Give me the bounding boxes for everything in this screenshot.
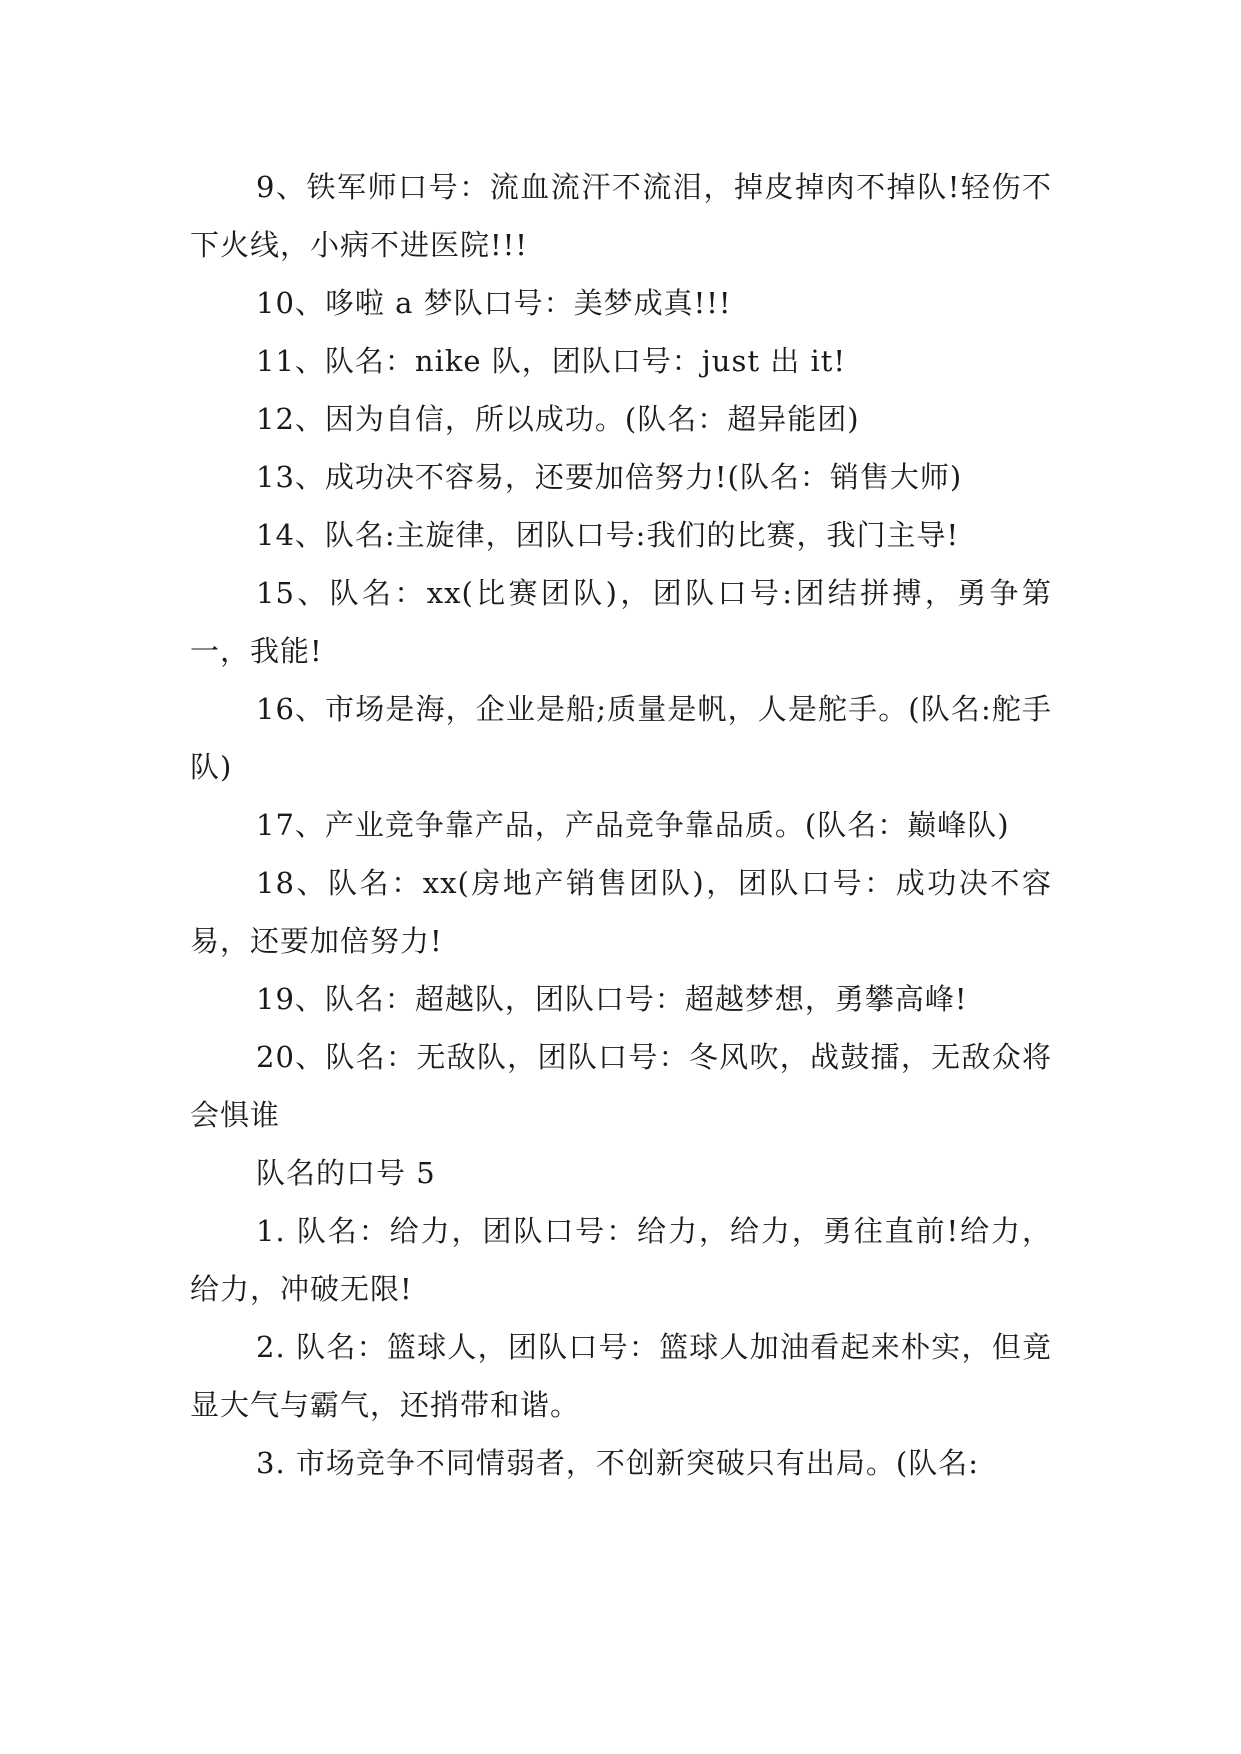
paragraph-slogan-19: 19、队名：超越队，团队口号：超越梦想，勇攀高峰!	[256, 982, 968, 1016]
section-heading: 队名的口号 5	[256, 1156, 436, 1190]
paragraph-slogan-17: 17、产业竞争靠产品，产品竞争靠品质。(队名：巅峰队)	[256, 808, 1010, 842]
paragraph-section5-item-3: 3. 市场竞争不同情弱者，不创新突破只有出局。(队名:	[256, 1446, 979, 1480]
paragraph-slogan-15: 15、队名：xx(比赛团队)，团队口号:团结拼搏，勇争第一，我能!	[190, 576, 1052, 668]
paragraph-slogan-12: 12、因为自信，所以成功。(队名：超异能团)	[256, 402, 860, 436]
paragraph-slogan-9: 9、铁军师口号：流血流汗不流泪，掉皮掉肉不掉队!轻伤不下火线，小病不进医院!!!	[190, 170, 1052, 262]
paragraph-slogan-20: 20、队名：无敌队，团队口号：冬风吹，战鼓擂，无敌众将会惧谁	[190, 1040, 1052, 1132]
document-body	[190, 158, 1052, 1492]
paragraph-slogan-16: 16、市场是海，企业是船;质量是帆，人是舵手。(队名:舵手队)	[190, 692, 1052, 784]
paragraph-section5-item-2: 2. 队名：篮球人，团队口号：篮球人加油看起来朴实，但竟显大气与霸气，还捎带和谐。	[190, 1330, 1052, 1422]
paragraph-section5-item-1: 1. 队名：给力，团队口号：给力，给力，勇往直前!给力，给力，冲破无限!	[190, 1214, 1052, 1306]
paragraph-slogan-10: 10、哆啦 a 梦队口号：美梦成真!!!	[256, 286, 732, 320]
paragraph-slogan-13: 13、成功决不容易，还要加倍努力!(队名：销售大师)	[256, 460, 963, 494]
paragraph-slogan-18: 18、队名：xx(房地产销售团队)，团队口号：成功决不容易，还要加倍努力!	[190, 866, 1052, 958]
paragraph-slogan-11: 11、队名：nike 队，团队口号：just 出 it!	[256, 344, 847, 378]
paragraph-slogan-14: 14、队名:主旋律，团队口号:我们的比赛，我门主导!	[256, 518, 960, 552]
